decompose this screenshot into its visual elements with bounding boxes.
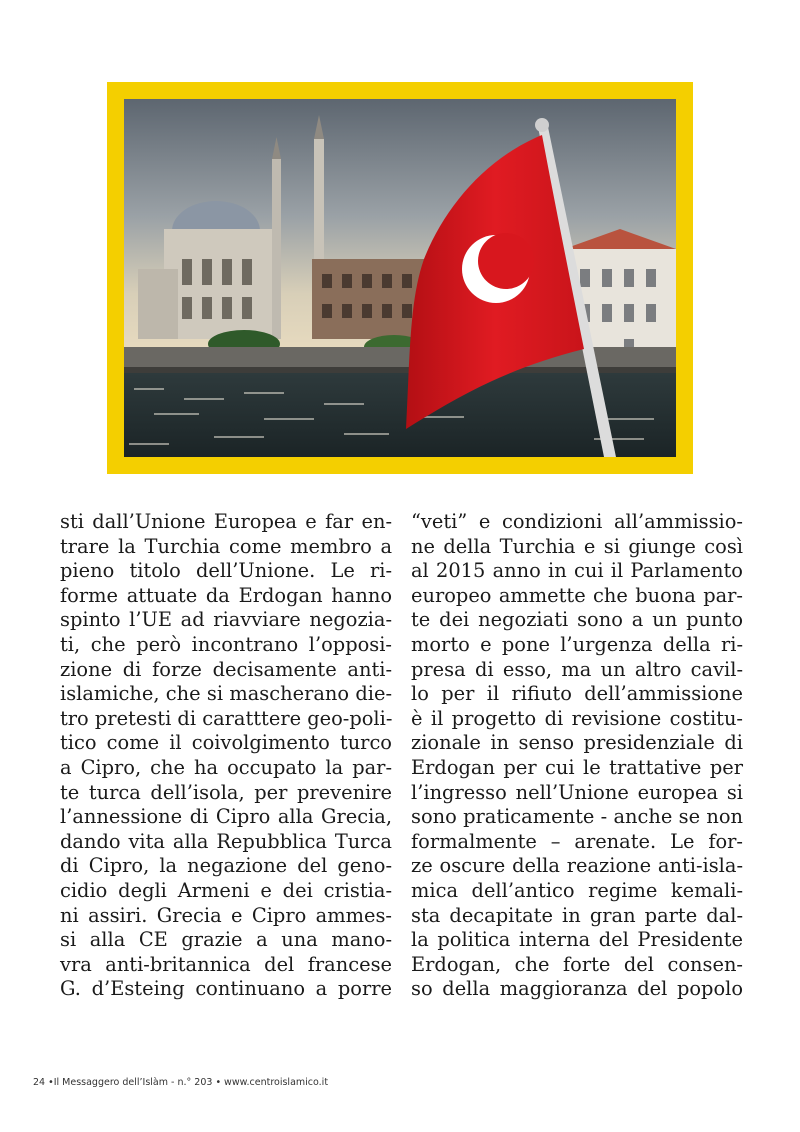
text-line: pieno titolo dell’Unione. Le ri-	[60, 559, 392, 583]
text-line: spinto l’UE ad riavviare negozia-	[60, 608, 392, 632]
text-line: dando vita alla Repubblica Turca	[60, 829, 392, 853]
page-footer: 24 •Il Messaggero dell’Islàm - n.° 203 • www.centroislamico.it	[33, 1077, 329, 1088]
text-line: sono praticamente - anche se non	[411, 805, 743, 829]
text-line: l’annessione di Cipro alla Grecia,	[60, 805, 392, 829]
text-line: tro pretesti di caratttere geo-poli-	[60, 706, 393, 730]
text-line: ne della Turchia e si giunge così	[411, 534, 743, 558]
text-column-left	[60, 510, 392, 1002]
text-line: sta decapitate in gran parte dal-	[411, 903, 743, 927]
photo-illustration	[124, 99, 676, 457]
text-line: trare la Turchia come membro a	[60, 534, 392, 558]
text-line: a Cipro, che ha occupato la par-	[60, 755, 392, 779]
text-line: formalmente – arenate. Le for-	[411, 829, 743, 853]
text-line: di Cipro, la negazione del geno-	[60, 854, 392, 878]
text-line: tico come il coivolgimento turco	[60, 731, 392, 755]
text-line: islamiche, che si mascherano die-	[60, 682, 392, 706]
text-line: so della maggioranza del popolo	[411, 977, 743, 1001]
text-line: te dei negoziati sono a un punto	[411, 608, 743, 632]
text-line: europeo ammette che buona par-	[411, 583, 743, 607]
text-column-right	[411, 510, 743, 1002]
text-line: si alla CE grazie a una mano-	[60, 928, 392, 952]
text-line: ti, che però incontrano l’opposi-	[60, 632, 392, 656]
text-line: Erdogan per cui le trattative per	[411, 755, 743, 779]
text-line: zionale in senso presidenziale di	[411, 731, 743, 755]
text-line: è il progetto di revisione costitu-	[411, 706, 743, 730]
text-line: te turca dell’isola, per prevenire	[60, 780, 392, 804]
text-line: forme attuate da Erdogan hanno	[60, 583, 392, 607]
text-line: la politica interna del Presidente	[411, 928, 743, 952]
text-line: al 2015 anno in cui il Parlamento	[411, 559, 743, 583]
text-line: ze oscure della reazione anti-isla-	[411, 854, 743, 878]
text-line: zione di forze decisamente anti-	[60, 657, 392, 681]
text-line: ni assiri. Grecia e Cipro ammes-	[60, 903, 392, 927]
photo-frame	[107, 82, 693, 474]
text-line: cidio degli Armeni e dei cristia-	[60, 878, 392, 902]
text-line: vra anti-britannica del francese	[60, 952, 392, 976]
text-line: G. d’Esteing continuano a porre	[60, 977, 392, 1001]
text-line: sti dall’Unione Europea e far en-	[60, 510, 392, 533]
text-line: lo per il rifiuto dell’ammissione	[411, 682, 743, 706]
text-line: mica dell’antico regime kemali-	[411, 878, 743, 902]
text-line: morto e pone l’urgenza della ri-	[411, 632, 743, 656]
text-line: “veti” e condizioni all’ammissio-	[411, 510, 743, 533]
text-line: Erdogan, che forte del consen-	[411, 952, 743, 976]
text-line: l’ingresso nell’Unione europea si	[411, 780, 743, 804]
text-line: presa di esso, ma un altro cavil-	[411, 657, 743, 681]
photo-istanbul-mosque-turkish-flag	[124, 99, 676, 457]
